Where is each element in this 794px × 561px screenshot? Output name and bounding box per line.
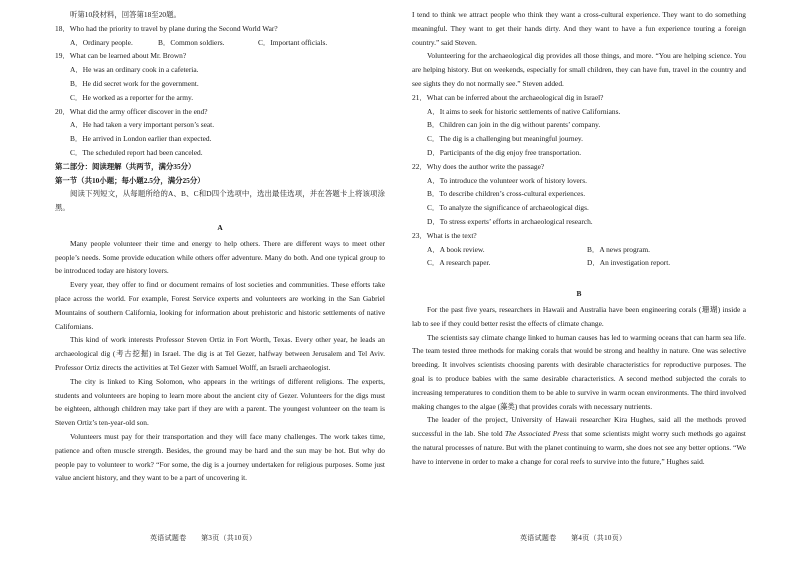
option-c: C．Important officials. (258, 37, 328, 47)
question-23-options (412, 243, 746, 271)
question-20: 20．What did the army officer discover in the end? (55, 106, 208, 116)
paragraph: The city is linked to King Solomon, who appears in the writings of different religions. The experts, students and volunteers are hoping to learn more about the ancient city of Gezer. Volunteers for the digs must be eighteen, although children may take part if they are with a parent. The youngest volunteer on the team is Steven Ortiz’s ten-year-old son. (55, 376, 385, 428)
publication-name: The Associated Press (504, 429, 569, 439)
question-18-options (55, 36, 385, 50)
paragraph: Volunteers must pay for their transportation and they will face many challenges. The work takes time, patience and often muscle strength. Besides, the ground may be hard and the sun may be hot. But why do people pay to volunteer to work? “For some, the dig is a journey undertaken for religious purposes. Some just value ancient history, and they want to be a part of uncovering it. (55, 431, 385, 483)
option-a: A．Ordinary people. (70, 37, 133, 47)
option-c: C．To analyze the significance of archaeological digs. (427, 203, 589, 213)
option-b: B．He did secret work for the government. (70, 78, 199, 88)
paragraph: This kind of work interests Professor Steven Ortiz in Fort Worth, Texas. Every other year, he leads an archaeological dig (考古挖掘) in Israel. The dig is at Tel Gezer, halfway between Jerusalem and Tel Aviv. Professor Ortiz directs the activities at Tel Gezer with Samuel Wolff, an Israeli archaeologist. (55, 335, 385, 372)
option-b: B．Children can join in the dig without parents’ company. (427, 120, 601, 130)
text-run: The leader of the project, University of Hawaii researcher Kira Hughes, said all the methods proved successful in the lab. She told (412, 415, 746, 439)
question-19: 19．What can be learned about Mr. Brown? (55, 51, 187, 61)
option-c: C．A research paper. (427, 258, 491, 268)
paragraph: Many people volunteer their time and energy to help others. There are different ways to meet other people’s needs. Some provide education while others offer adventure. Many do both. And one typical group to be introduced today are history lovers. (55, 238, 385, 276)
option-d: D．An investigation report. (587, 258, 671, 268)
listening-intro: 听第10段材料，回答第18至20题。 (70, 10, 181, 19)
left-page-column (55, 8, 385, 485)
option-a: A．A book review. (427, 244, 485, 254)
option-a: A．It aims to seek for historic settlements of native Californians. (427, 106, 621, 116)
paragraph (412, 413, 746, 468)
option-a: A．He was an ordinary cook in a cafeteria. (70, 65, 199, 75)
reading-instruction: 阅读下列短文，从每题所给的A、B、C和D四个选项中，选出最佳选项，并在答题卡上将该项涂黑。 (55, 189, 385, 213)
option-d: D．Participants of the dig enjoy free transportation. (427, 147, 582, 157)
paragraph: Every year, they offer to find or document remains of lost societies and communities. These efforts take place across the world. For example, Forest Service experts and volunteers are working in the San Gabriel Mountains of southern California, looking for information about prehistoric and historic settlements of native Californians. (55, 280, 385, 331)
right-page-footer: 英语试题卷 第4页（共10页） (520, 534, 627, 542)
paragraph: The scientists say climate change linked to human causes has led to warming oceans that can harm sea life. The team tested three methods for making corals that would be strong and healthy in nature. One was selective breeding. It involves scientists choosing parents with desirable characteristics for reproductive purposes. The goal is to produce babies with the same desirable characteristics. A second method subjected the corals to increasing temperatures to condition them to be able to survive in warm ocean environments. The third involved making changes to the algae (藻类) that provides corals with necessary nutrients. (412, 332, 746, 411)
option-b: B．A news program. (587, 244, 651, 254)
option-d: D．To stress experts’ efforts in archaeological research. (427, 216, 593, 226)
section-one-heading: 第一节（共10小题；每小题2.5分，满分25分） (55, 175, 205, 185)
option-c: C．He worked as a reporter for the army. (70, 92, 194, 102)
option-a: A．To introduce the volunteer work of history lovers. (427, 175, 587, 185)
option-c: C．The scheduled report had been canceled. (70, 147, 203, 157)
paragraph-continued: I tend to think we attract people who think they want a cross-cultural experience. They want to do something meaningful. They want to get their hands dirty. And they want to have a fun experience touring a foreign country.” said Steven. (412, 10, 746, 47)
passage-b-title: B (576, 289, 582, 299)
paragraph: Volunteering for the archaeological dig provides all those things, and more. “You are helping science. You are helping history. But on weekends, especially for small children, they can have fun, travel in the country and see sights they do not normally see.” Steven added. (412, 51, 746, 88)
question-21: 21．What can be inferred about the archaeological dig in Israel? (412, 92, 604, 102)
option-c: C．The dig is a challenging but meaningful journey. (427, 134, 583, 144)
option-b: B．Common soldiers. (158, 37, 225, 47)
question-22: 22．Why does the author write the passage? (412, 161, 545, 171)
left-page-footer: 英语试题卷 第3页（共10页） (150, 534, 257, 542)
right-page-column (412, 8, 746, 469)
question-18: 18．Who had the priority to travel by plane during the Second World War? (55, 23, 278, 33)
option-b: B．To describe children’s cross-cultural experiences. (427, 189, 586, 199)
passage-a-title: A (217, 222, 223, 232)
part-two-heading: 第二部分：阅读理解（共两节，满分35分） (55, 161, 196, 171)
paragraph: For the past five years, researchers in Hawaii and Australia have been engineering corals (珊瑚) inside a lab to see if they could better resist the effects of climate change. (412, 304, 746, 328)
question-23: 23．What is the text? (412, 230, 477, 240)
option-a: A．He had taken a very important person’s seat. (70, 120, 215, 130)
text-run: that some scientists might worry such methods go against the natural processes of nature. But with the planet continuing to warm, she does not see any better options. “We have to intervene in order to make a change for coral reefs to survive into the future,” Hughes said. (412, 429, 746, 466)
option-b: B．He arrived in London earlier than expected. (70, 134, 212, 144)
